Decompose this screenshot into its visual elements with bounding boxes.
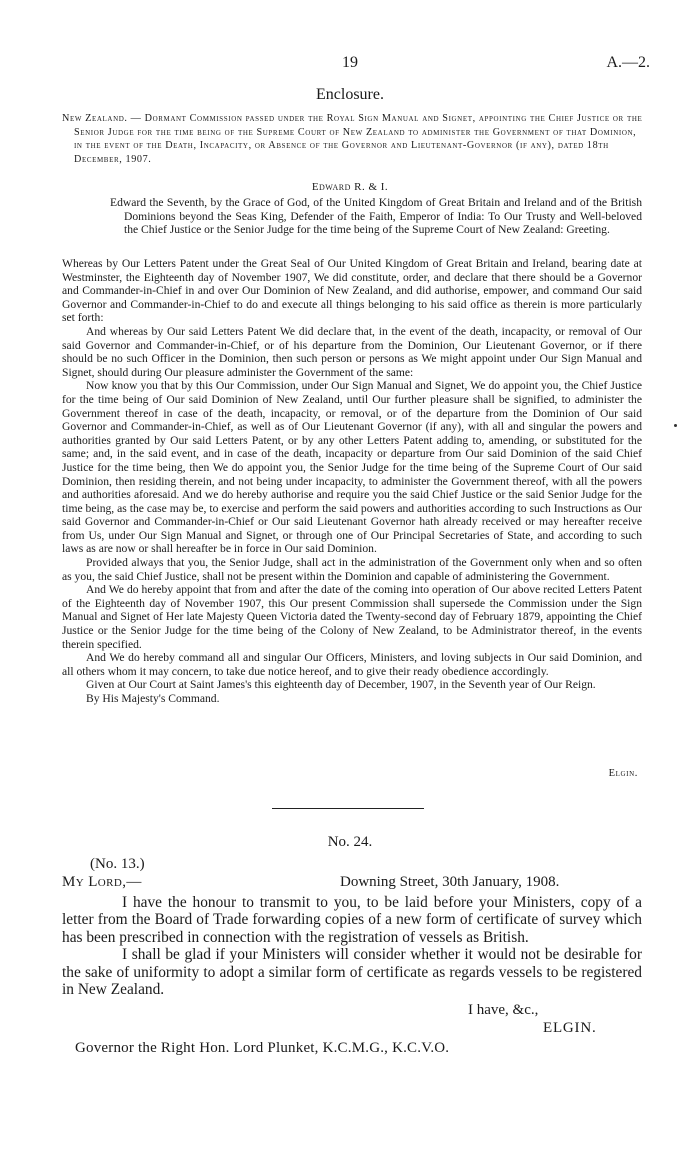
commission-paragraph: By His Majesty's Command. [86, 692, 220, 705]
letter-salutation: My Lord,— [62, 874, 142, 890]
letter-signature: ELGIN. [543, 1020, 597, 1036]
enclosure-signature: Elgin. [608, 768, 638, 779]
commission-paragraph: And whereas by Our said Letters Patent We did declare that, in the event of the death, incapacity, or removal of Our said Governor and Commander-in-Chief, or of his departure from the Dominion, Our Lieutenant Governor, or if there should be no such Officer in the Dominion, then such person or persons as We might appoint under Our Sign Manual and Signet, should during Our pleasure administer the Government of the same: [62, 324, 642, 379]
commission-paragraph: And We do hereby command all and singular Our Officers, Ministers, and loving subjects in Our said Dominion, and all others whom it may concern, to take due notice hereof, and to give their ready obedience accordingly. [62, 651, 642, 678]
letter-number: No. 24. [327, 834, 373, 850]
letter-body [62, 894, 642, 998]
letter-paragraph: I have the honour to transmit to you, to be laid before your Ministers, copy of a letter from the Board of Trade forwarding copies of a new form of certificate of survey which has been prescribed in connection with the registration of vessels as British. [62, 894, 642, 946]
margin-mark [674, 424, 677, 427]
commission-paragraph: Now know you that by this Our Commission, under Our Sign Manual and Signet, We do appoint you, the Chief Justice for the time being of Our said Dominion of New Zealand, until Our further pleasure shall be signified, to administer the Government thereof in case of the death, incapacity, or removal, or of the departure from the Dominion of Our said Governor and Commander-in-Chief, as well as of Our Lieutenant Governor (if any), with all and singular the powers and authorities granted by Our said Letters Patent, or by any other Letters Patent adding to, amending, or substituted for the same; and, in the said event, and in case of the death, incapacity or departure from Our said Dominion of the said Chief Justice for the time being, then We do appoint you, the Senior Judge for the time being of the Supreme Court of Our said Dominion, then residing therein, and not being under incapacity, to administer the Government thereof, with all the powers and authorities aforesaid. And we do hereby authorise and require you the said Chief Justice or the said Senior Judge for the time being, as the case may be, to exercise and perform the said powers and authorities according to such Instructions as Our said Governor and Commander-in-Chief or Our said Lieutenant Governor hath already received or may hereafter receive from Us, under Our Sign Manual and Signet, or through one of Our Principal Secretaries of State, and according to such laws as are now or shall hereafter be in force in Our said Dominion. [62, 379, 642, 556]
commission-paragraph: Whereas by Our Letters Patent under the Great Seal of Our United Kingdom of Great Britain and Ireland, bearing date at Westminster, the Eighteenth day of November 1907, We did constitute, order, and declare that there should be a Governor and Commander-in-Chief in and over Our Dominion of New Zealand, and did authorise, empower, and command Our said Governor and Commander-in-Chief to do and execute all things belonging to his said office as therein is more particularly set forth: [62, 257, 642, 325]
commission-paragraph: And We do hereby appoint that from and after the date of the coming into operation of Our above recited Letters Patent of the Eighteenth day of November 1907, this Our present Commission shall supersede the Commission under the Sign Manual and Signet of Her late Majesty Queen Victoria dated the Twenty-second day of February 1879, appointing the Chief Justice or the Senior Judge for the time being of the Colony of New Zealand, to be Administrator thereof, in the events therein specified. [62, 583, 642, 651]
letter-closing: I have, &c., [468, 1002, 539, 1018]
letter-paragraph: I shall be glad if your Ministers will consider whether it would not be desirable for the sake of uniformity to adopt a similar form of certificate as regards vessels to be registered in New Zealand. [62, 946, 642, 999]
document-reference: A.—2. [606, 54, 650, 71]
royal-signature: Edward R. & I. [311, 181, 389, 193]
commission-body [62, 257, 642, 706]
commission-heading [62, 112, 644, 166]
page-number: 19 [342, 54, 358, 71]
letter-sub-number: (No. 13.) [90, 856, 145, 872]
royal-address-text: Edward the Seventh, by the Grace of God, of the United Kingdom of Great Britain and Ireland and of the British Dominions beyond the Seas King, Defender of the Faith, Emperor of India: To Our Trusty and Well-beloved the Chief Justice or the Senior Judge for the time being of the Supreme Court of New Zealand: Greeting. [110, 196, 642, 237]
enclosure-title: Enclosure. [316, 86, 384, 103]
commission-paragraph: Provided always that you, the Senior Judge, shall act in the administration of the Government only when and so often as you, the said Chief Justice, shall not be present within the Dominion and capable of administering the Government. [62, 556, 642, 583]
letter-addressee: Governor the Right Hon. Lord Plunket, K.C.M.G., K.C.V.O. [75, 1040, 450, 1056]
letter-dateline: Downing Street, 30th January, 1908. [340, 874, 560, 890]
royal-address [110, 196, 642, 237]
commission-heading-text: New Zealand. — Dormant Commission passed under the Royal Sign Manual and Signet, appointing the Chief Justice or the Senior Judge for the time being of the Supreme Court of New Zealand to administer the Government of that Dominion, in the event of the Death, Incapacity, or Absence of the Governor and Lieutenant-Governor (if any), dated 18th December, 1907. [62, 113, 643, 165]
section-divider [272, 808, 424, 809]
commission-paragraph: Given at Our Court at Saint James's this eighteenth day of December, 1907, in the Seventh year of Our Reign. [86, 678, 596, 692]
